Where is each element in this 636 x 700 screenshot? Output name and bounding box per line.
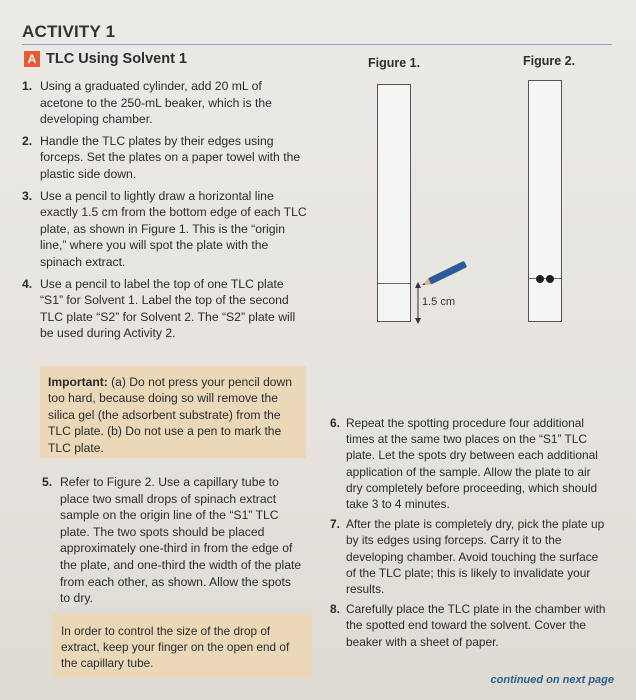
tip-box: In order to control the size of the drop of extract, keep your finger on the open end of the capillary tube. (52, 614, 312, 678)
sample-spot (536, 275, 544, 283)
activity-title: ACTIVITY 1 (22, 22, 116, 41)
step-text: Carefully place the TLC plate in the chamber with the spotted end toward the solvent. Cover the beaker with a sheet of paper. (346, 602, 606, 649)
step-item (42, 474, 304, 607)
steps-list-3 (330, 415, 606, 654)
sample-spot (546, 275, 554, 283)
step-number: 7. (330, 517, 340, 532)
step-number: 4. (22, 276, 33, 291)
step-item (22, 78, 307, 128)
header-rule (22, 44, 612, 45)
step-item (22, 188, 307, 271)
step-number: 5. (42, 475, 53, 489)
important-label: Important: (48, 375, 108, 389)
dimension-arrow-top (415, 282, 421, 288)
steps-list-2 (42, 474, 304, 612)
figure-1-annotations (414, 258, 474, 328)
origin-line (529, 278, 561, 279)
step-text: Using a graduated cylinder, add 20 mL of acetone to the 250-mL beaker, which is the developing chamber. (40, 79, 272, 127)
step-item (330, 601, 606, 650)
section-heading (24, 51, 187, 67)
step-text: After the plate is completely dry, pick the plate up by its edges using forceps. Carry it to the developing chamber. Avoid touching the surface of the TLC plate; this is likely to invalidate your results. (346, 517, 605, 597)
origin-line (378, 283, 410, 284)
step-number: 1. (22, 79, 33, 93)
dimension-arrow-bottom (415, 318, 421, 324)
step-item (22, 276, 307, 342)
important-note-box (40, 366, 306, 458)
step-text: Repeat the spotting procedure four additional times at the same two places on the “S1” TLC plate. Let the spots dry between each additional application of the sample. Allow the plate to air dry completely before proceeding, which should take 3 to 4 minutes. (346, 416, 598, 512)
figure-1-tlc-plate (377, 84, 411, 322)
figure-1-label: Figure 1. (368, 56, 421, 70)
step-number: 2. (22, 133, 33, 148)
step-text: Handle the TLC plates by their edges using forceps. Set the plates on a paper towel with the plastic side down. (40, 133, 301, 181)
dimension-label: 1.5 cm (422, 296, 456, 308)
section-title: TLC Using Solvent 1 (46, 51, 187, 67)
step-number: 3. (22, 188, 33, 203)
step-item (330, 516, 606, 597)
steps-list-1 (22, 78, 307, 347)
step-text: Refer to Figure 2. Use a capillary tube to place two small drops of spinach extract sample on the origin line of the “S1” TLC plate. The two spots should be placed approximately one-third in from the edge of the plate, and one-third the width of the plate from each other, as shown. Allow the spots to dry. (60, 475, 302, 606)
step-text: Use a pencil to lightly draw a horizontal line exactly 1.5 cm from the bottom edge of each TLC plate, as shown in Figure 1. This is the “origin line,” where you will spot the plate with the spinach extract. (40, 188, 307, 269)
step-item (22, 133, 307, 183)
section-badge: A (24, 51, 40, 67)
pencil-icon (421, 261, 467, 288)
step-text: Use a pencil to label the top of one TLC plate “S1” for Solvent 1. Label the top of the second TLC plate “S2” for Solvent 2. The “S2” plate will be used during Activity 2. (40, 276, 296, 341)
figure-2-tlc-plate (528, 80, 562, 322)
continued-link[interactable]: continued on next page (490, 674, 614, 686)
step-number: 8. (330, 602, 340, 617)
figure-2-label: Figure 2. (523, 54, 576, 68)
step-item (330, 415, 606, 512)
step-number: 6. (330, 416, 340, 430)
important-text: (a) Do not press your pencil down too hard, because doing so will remove the silica gel (the adsorbent substrate) from the TLC plate. (b) Do not use a pen to mark the TLC plate. (48, 375, 292, 455)
